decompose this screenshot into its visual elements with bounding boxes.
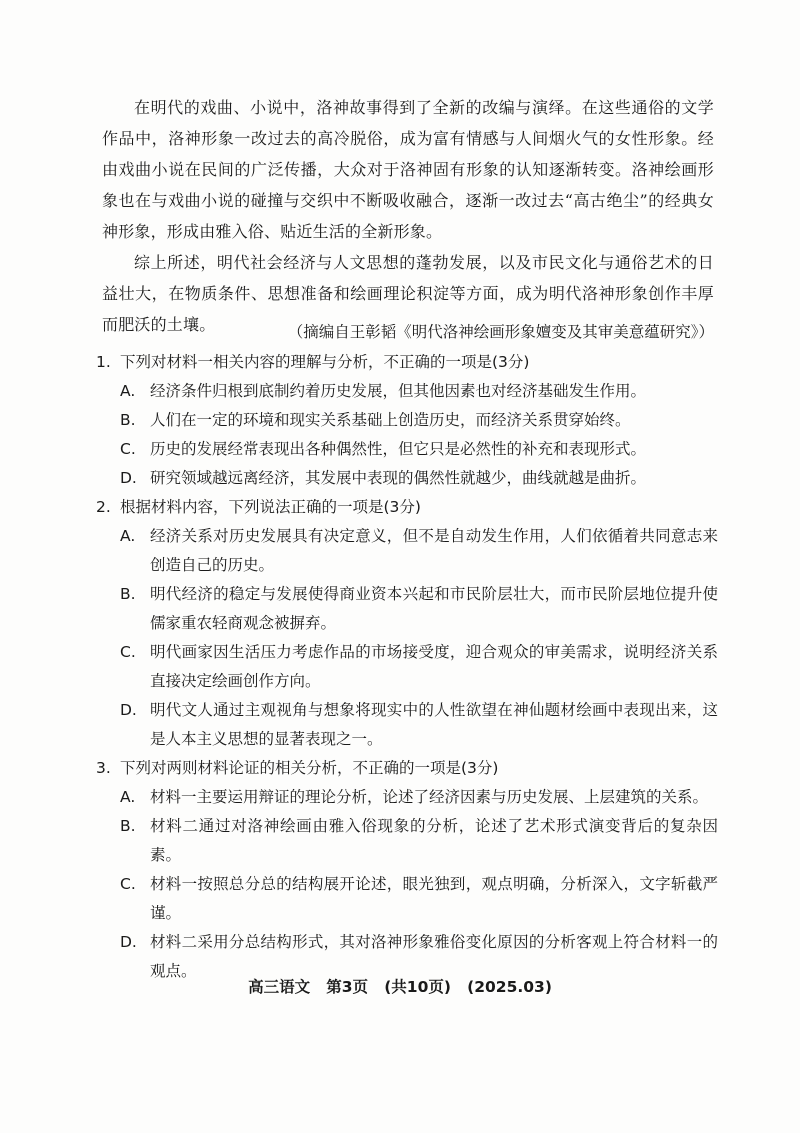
question-stem	[96, 754, 718, 783]
option-b	[96, 812, 718, 870]
option-b	[96, 406, 718, 435]
option-text: 人们在一定的环境和现实关系基础上创造历史，而经济关系贯穿始终。	[150, 411, 631, 429]
option-text: 经济条件归根到底制约着历史发展，但其他因素也对经济基础发生作用。	[150, 382, 647, 400]
option-text: 经济关系对历史发展具有决定意义，但不是自动发生作用，人们依循着共同意志来创造自己的历史。	[150, 527, 718, 574]
option-letter: D.	[120, 933, 137, 951]
question-text: 下列对材料一相关内容的理解与分析，不正确的一项是(3分)	[120, 353, 530, 371]
option-letter: A.	[120, 382, 136, 400]
option-letter: B.	[120, 817, 136, 835]
option-letter: C.	[120, 440, 136, 458]
option-letter: C.	[120, 643, 136, 661]
option-c	[96, 638, 718, 696]
option-text: 明代经济的稳定与发展使得商业资本兴起和市民阶层壮大，而市民阶层地位提升使儒家重农轻商观念被摒弃。	[150, 585, 718, 632]
question-list	[96, 348, 718, 986]
option-text: 历史的发展经常表现出各种偶然性，但它只是必然性的补充和表现形式。	[150, 440, 647, 458]
option-b	[96, 580, 718, 638]
option-text: 材料一按照总分总的结构展开论述，眼光独到，观点明确，分析深入，文字斩截严谨。	[150, 875, 718, 922]
question-number: 2.	[96, 498, 111, 516]
option-letter: B.	[120, 585, 136, 603]
option-d	[96, 464, 718, 493]
option-text: 研究领域越远离经济，其发展中表现的偶然性就越少，曲线就越是曲折。	[150, 469, 647, 487]
page-footer: 高三语文 第3页 (共10页) (2025.03)	[248, 978, 552, 996]
option-a	[96, 783, 718, 812]
question-number: 1.	[96, 353, 111, 371]
option-text: 材料二采用分总结构形式，其对洛神形象雅俗变化原因的分析客观上符合材料一的观点。	[150, 933, 718, 980]
question-3	[96, 754, 718, 986]
question-text: 根据材料内容，下列说法正确的一项是(3分)	[120, 498, 421, 516]
question-stem	[96, 493, 718, 522]
option-text: 材料一主要运用辩证的理论分析，论述了经济因素与历史发展、上层建筑的关系。	[150, 788, 709, 806]
option-c	[96, 435, 718, 464]
passage-paragraph-2: 综上所述，明代社会经济与人文思想的蓬勃发展，以及市民文化与通俗艺术的日益壮大，在物质条件、思想准备和绘画理论积淀等方面，成为明代洛神形象创作丰厚而肥沃的土壤。	[102, 253, 714, 334]
option-letter: A.	[120, 527, 136, 545]
question-2	[96, 493, 718, 754]
question-stem	[96, 348, 718, 377]
option-c	[96, 870, 718, 928]
option-a	[96, 522, 718, 580]
question-number: 3.	[96, 759, 111, 777]
reading-passage	[102, 92, 714, 340]
option-letter: A.	[120, 788, 136, 806]
option-text: 明代画家因生活压力考虑作品的市场接受度，迎合观众的审美需求，说明经济关系直接决定绘画创作方向。	[150, 643, 718, 690]
passage-paragraph-1: 在明代的戏曲、小说中，洛神故事得到了全新的改编与演绎。在这些通俗的文学作品中，洛神形象一改过去的高冷脱俗，成为富有情感与人间烟火气的女性形象。经由戏曲小说在民间的广泛传播，大众对于洛神固有形象的认知逐渐转变。洛神绘画形象也在与戏曲小说的碰撞与交织中不断吸收融合，逐渐一改过去“高古绝尘”的经典女神形象，形成由雅入俗、贴近生活的全新形象。	[102, 98, 714, 241]
option-letter: B.	[120, 411, 136, 429]
question-text: 下列对两则材料论证的相关分析，不正确的一项是(3分)	[120, 759, 499, 777]
option-letter: D.	[120, 469, 137, 487]
option-letter: C.	[120, 875, 136, 893]
option-text: 明代文人通过主观视角与想象将现实中的人性欲望在神仙题材绘画中表现出来，这是人本主义思想的显著表现之一。	[150, 701, 718, 748]
option-text: 材料二通过对洛神绘画由雅入俗现象的分析，论述了艺术形式演变背后的复杂因素。	[150, 817, 718, 864]
question-1	[96, 348, 718, 493]
option-a	[96, 377, 718, 406]
option-letter: D.	[120, 701, 137, 719]
option-d	[96, 696, 718, 754]
passage-source: （摘编自王彰韬《明代洛神绘画形象嬗变及其审美意蕴研究》）	[287, 323, 714, 341]
